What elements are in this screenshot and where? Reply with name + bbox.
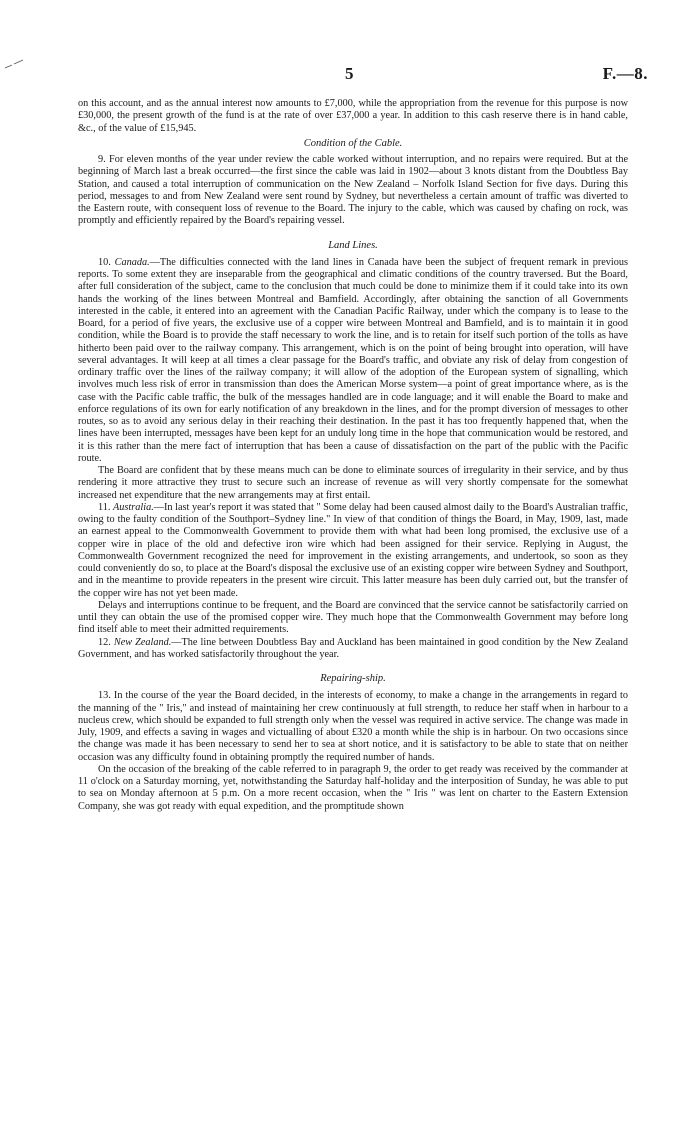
page-header <box>0 64 700 84</box>
paragraph-13: 13. In the course of the year the Board decided, in the interests of economy, to make a change in the arrangements in regard to the manning of the " Iris," and instead of maintaining her crew continuously at full strength, to reduce her staff when in harbour to a nucleus crew, which should be expanded to full strength only when the vessel was required in active service. The change was made in July, 1909, and effects a saving in wages and victualling of about £320 a month while the ship is in harbour. On two occasions since the change was made it has been necessary to send her to sea at short notice, and it is satisfactory to be able to state that on neither occasion was any difficulty found in obtaining promptly the required number of hands. <box>78 690 628 763</box>
document-code: F.—8. <box>602 64 648 83</box>
paragraph-12-text: —The line between Doubtless Bay and Auckland has been maintained in good condition by the New Zealand Government, and has worked satisfactorily throughout the year. <box>78 636 628 660</box>
paragraph-intro: on this account, and as the annual interest now amounts to £7,000, while the appropriation from the revenue for this purpose is now £30,000, the present growth of the fund is at the rate of over £37,000 a year. In addition to this cash reserve there is in hand cable, &c., of the value of £15,945. <box>78 98 628 134</box>
paragraph-13b: On the occasion of the breaking of the cable referred to in paragraph 9, the order to get ready was received by the commander at 11 o'clock on a Saturday morning, yet, notwithstanding the Saturday half-holiday and the interposition of Sunday, he was able to put to sea on Monday afternoon at 5 p.m. On a more recent occasion, when the " Iris " was lent on charter to the Eastern Extension Company, she was got ready with equal expedition, and the promptitude shown <box>78 763 628 812</box>
paragraph-10-text: —The difficulties connected with the land lines in Canada have been the subject of frequent remark in previous reports. To some extent they are inseparable from the geographical and climatic conditions of the country traversed. But the Board, after full consideration of the subject, came to the conclusion that much could be done to minimize them if it could take into its own hands the working of the lines between Montreal and Bamfield. Accordingly, after obtaining the sanction of all Governments interested in the cable, it entered into an agreement with the Canadian Pacific Railway, under which the company is to lease to the Board, for a period of five years, the exclusive use of a copper wire between Montreal and Bamfield, and is to maintain it in good condition, while the Board is to provide the staff necessary to work the line, and is to retain for itself such portion of the tolls as have hitherto been paid over to the railway company. This arrangement, which is on the point of being brought into operation, will have several advantages. It will keep at all times a clear passage for the Board's traffic, and obviate any risk of delay from congestion of ordinary traffic over the lines of the railway company; it will allow of the adoption of the European system of signalling, which involves much less risk of error in transmission than does the American Morse system—a point of great importance where, as is the case with the Pacific cable traffic, the bulk of the messages handled are in code language; and it will enable the Board to make and enforce regulations of its own for early notification of any breakdown in the lines, and for the prompt diversion of messages to other routes, so as to avoid any serious delay in their reaching their destination. In the past it has too frequently happened that, when the lines have been interrupted, messages have been kept for an unduly long time in the hope that communication would be restored, and it is this rather than the mere fact of interruption that has been a cause of dissatisfaction on the part of the public with the Pacific route. <box>78 256 628 464</box>
paragraph-10 <box>78 257 628 465</box>
paragraph-10-number: 10. <box>98 256 111 268</box>
paragraph-12-lead: New Zealand. <box>113 636 172 648</box>
section-heading-repairing-ship: Repairing-ship. <box>320 673 386 684</box>
paragraph-11b: Delays and interruptions continue to be frequent, and the Board are convinced that the service cannot be satisfactorily carried on until they can obtain the use of the promised copper wire. They much hope that the Commonwealth Government may before long find itself able to meet their admitted requirements. <box>78 599 628 636</box>
paragraph-11-lead: Australia. <box>113 501 154 513</box>
section-heading-land-lines: Land Lines. <box>328 239 378 251</box>
paragraph-9: 9. For eleven months of the year under review the cable worked without interruption, and no repairs were required. But at the beginning of March last a break occurred—the first since the cable was laid in 1902—about 3 knots distant from the Doubtless Bay Station, and caused a total interruption of communication on the New Zealand – Norfolk Island Section for five days. During this period, messages to and from New Zealand were sent round by Sydney, but nevertheless a certain amount of traffic was diverted to the Eastern route, with consequent loss of revenue to the Board. The injury to the cable, which was caused by chafing on rock, was promptly and efficiently repaired by the Board's repairing vessel. <box>78 154 628 227</box>
paragraph-12-number: 12. <box>98 636 111 648</box>
paragraph-10b: The Board are confident that by these means much can be done to eliminate sources of irregularity in their service, and by thus rendering it more attractive they trust to secure such an increase of revenue as will very shortly compensate for the somewhat increased net expenditure that the new arrangements may at first entail. <box>78 465 628 501</box>
page-number: 5 <box>345 64 354 83</box>
paragraph-11 <box>78 502 628 600</box>
paragraph-11-text: —In last year's report it was stated that " Some delay had been caused almost daily to the Board's Australian traffic, owing to the faulty condition of the Southport–Sydney line." In view of that condition of things the Board, in May, 1909, last, made an earnest appeal to the Commonwealth Government to provide them with what had been long promised, the exclusive use of a copper wire in place of the old and defective iron wire which had been assigned for their service. Replying in August, the Commonwealth Government recognized the need for improvement in the existing arrangements, and undertook, so soon as they could conveniently do so, to place at the Board's disposal the exclusive use of an existing copper wire between Sydney and Southport, and in the meantime to provide repeaters in the present wire circuit. This latter measure has been duly carried out, but the transfer of the copper wire has not yet been made. <box>78 501 628 599</box>
paragraph-11-number: 11. <box>98 501 111 513</box>
page-body <box>78 98 628 813</box>
section-heading-cable: Condition of the Cable. <box>303 137 403 149</box>
paragraph-12 <box>78 637 628 662</box>
paragraph-10-lead: Canada. <box>114 256 150 268</box>
